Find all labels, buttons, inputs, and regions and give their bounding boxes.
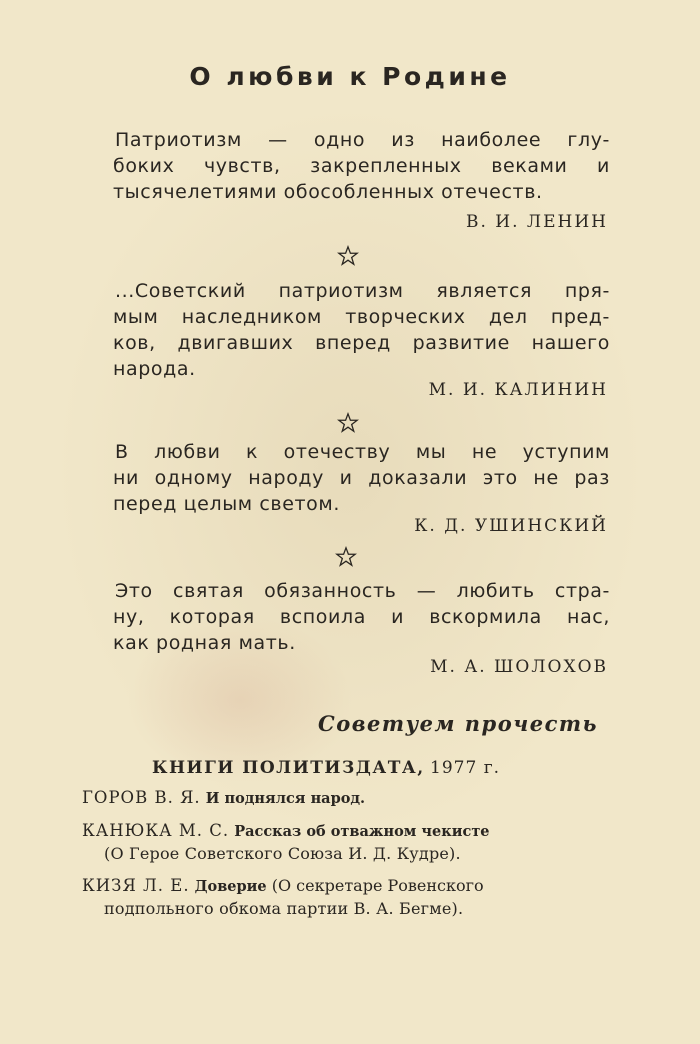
quote-line: ков, двигавших вперед развитие нашего bbox=[113, 332, 610, 354]
quote-line: как родная мать. bbox=[113, 632, 296, 654]
quote-line: В любви к отечеству мы не уступим bbox=[115, 441, 610, 463]
quote-author: К. Д. УШИНСКИЙ bbox=[414, 516, 608, 536]
quote-author: В. И. ЛЕНИН bbox=[465, 212, 608, 232]
quote-line: мым наследником творческих дел пред- bbox=[113, 306, 610, 328]
star-outline-icon bbox=[337, 245, 359, 267]
book-note: (О Герое Советского Союза И. Д. Кудре). bbox=[104, 844, 461, 863]
book-title: Доверие bbox=[194, 878, 267, 895]
book-note: подпольного обкома партии В. А. Бегме). bbox=[104, 899, 464, 918]
quote-line: народа. bbox=[113, 358, 196, 380]
quote-line: боких чувств, закрепленных веками и bbox=[113, 155, 610, 177]
quote-sholokhov bbox=[113, 578, 610, 656]
quote-line: тысячелетиями обособленных отечеств. bbox=[113, 181, 543, 203]
quote-line: ...Советский патриотизм является пря- bbox=[115, 280, 610, 302]
book-entry bbox=[82, 787, 365, 810]
book-author: ГОРОВ В. Я. bbox=[82, 788, 201, 807]
book-entry bbox=[82, 875, 484, 920]
quote-ushinsky bbox=[113, 439, 610, 517]
quote-line: перед целым светом. bbox=[113, 493, 340, 515]
quote-line: ни одному народу и доказали это не раз bbox=[113, 467, 610, 489]
star-outline-icon bbox=[335, 546, 357, 568]
book-author: КАНЮКА М. С. bbox=[82, 821, 230, 840]
quote-lenin bbox=[113, 127, 610, 205]
book-note: (О секретаре Ровенского bbox=[271, 876, 484, 895]
publisher-heading bbox=[152, 758, 500, 778]
recommend-heading: Советуем прочесть bbox=[318, 711, 598, 736]
page-title: О любви к Родине bbox=[189, 62, 511, 91]
quote-author: М. И. КАЛИНИН bbox=[428, 380, 608, 400]
book-title: Рассказ об отважном чекисте bbox=[234, 823, 490, 840]
quote-line: Патриотизм — одно из наиболее глу- bbox=[115, 129, 610, 151]
star-outline-icon bbox=[337, 412, 359, 434]
quote-author: М. А. ШОЛОХОВ bbox=[430, 657, 608, 677]
quote-line: ну, которая вспоила и вскормила нас, bbox=[113, 606, 610, 628]
publisher-title: КНИГИ ПОЛИТИЗДАТА, bbox=[152, 758, 425, 778]
quote-line: Это святая обязанность — любить стра- bbox=[115, 580, 610, 602]
book-author: КИЗЯ Л. Е. bbox=[82, 876, 190, 895]
book-entry bbox=[82, 820, 490, 865]
quote-kalinin bbox=[113, 278, 610, 382]
book-title: И поднялся народ. bbox=[205, 790, 366, 807]
publisher-year: 1977 г. bbox=[430, 758, 501, 778]
